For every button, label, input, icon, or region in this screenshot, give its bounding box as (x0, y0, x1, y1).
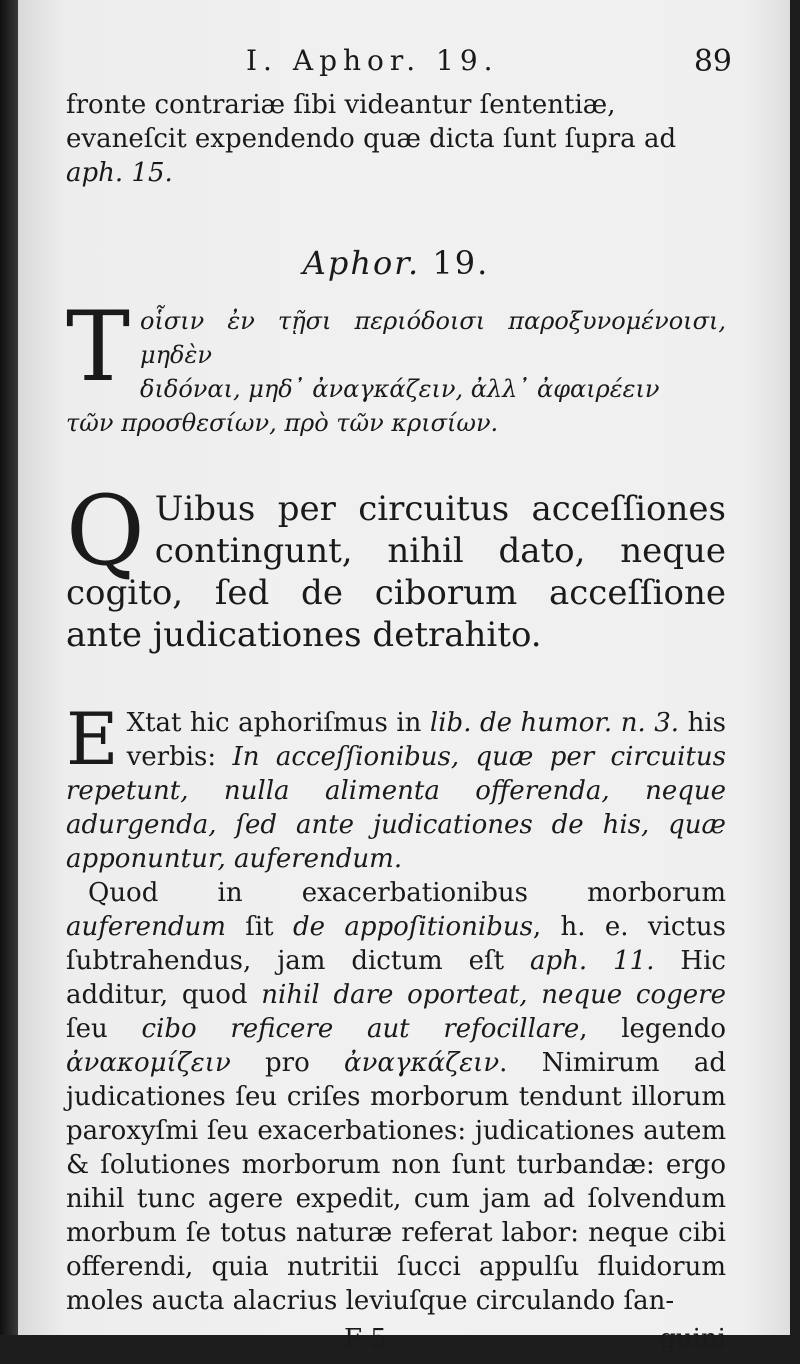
text-segment-italic: nihil dare oporteat, neque cogere (261, 980, 726, 1010)
text-segment: . Nimirum ad judicationes ſeu criſes morborum tendunt illorum paroxyſmi ſeu exacerbationes: judicationes autem & ſolutiones morborum non ſunt turbandæ: ergo nihil tunc agere expedit, cum jam ad ſolvendum morbum ſe totus naturæ referat labor: neque cibi offerendi, quia nutritii ſucci appulſu fluidorum moles aucta alacrius leviuſque circulando ſan- (66, 1048, 726, 1316)
greek-word: ἀνακομίζειν (66, 1048, 231, 1078)
running-head-title: I. Aphor. 19. (246, 44, 499, 77)
greek-initial: T (66, 291, 131, 403)
latin-aphorism-text: Uibus per circuitus acceſſiones contingunt, nihil dato, neque cogito, ſed de ciborum acceſſione ante judicationes detrahito. (66, 489, 726, 655)
latin-initial: Q (66, 475, 145, 587)
commentary-initial: E (66, 697, 119, 781)
commentary (66, 697, 726, 1318)
catchword: guini (659, 1324, 726, 1354)
heading-label: Aphor. (302, 244, 421, 282)
book-page (18, 0, 790, 1354)
signature-mark: F 5 (344, 1324, 387, 1354)
book-spine-shadow (0, 0, 18, 1335)
greek-line-1: οἷσιν ἐν τῇσι περιόδοισι παροξυνομένοισι, μηδὲν (140, 307, 726, 369)
text-segment: , h. e. victus ſubtrahendus, jam dictum eſt (66, 912, 726, 976)
text-segment: ſeu (66, 1014, 142, 1044)
running-head (66, 40, 732, 88)
intro-line-3: aph. 15. (66, 158, 173, 188)
text-segment-italic: de appoſitionibus (292, 912, 533, 942)
latin-aphorism (66, 475, 726, 656)
commentary-text-b: his verbis: (126, 708, 726, 772)
text-segment-italic: auferendum (66, 912, 226, 942)
commentary-reference: lib. de humor. n. 3. (429, 708, 680, 738)
text-segment: pro (230, 1048, 345, 1078)
intro-line-1: fronte contrariæ ſibi videantur ſententiæ, (66, 90, 616, 120)
commentary-paragraph-1 (66, 697, 726, 876)
intro-line-2: evaneſcit expendendo quæ dicta ſunt ſupra ad (66, 124, 677, 154)
text-segment-italic: aph. 11. (530, 946, 655, 976)
commentary-paragraph-2 (66, 876, 726, 1318)
text-segment: Hic additur, quod (66, 946, 726, 1010)
aphorism-heading (66, 244, 726, 282)
greek-word: ἀναγκάζειν (344, 1048, 500, 1078)
greek-aphorism (66, 291, 726, 440)
page-content (66, 40, 732, 1364)
text-segment: , legendo (579, 1014, 726, 1044)
text-segment: ſit (225, 912, 293, 942)
heading-number: 19. (432, 244, 490, 282)
page-footer (66, 1324, 726, 1364)
greek-line-2: διδόναι, μηδ᾽ ἀναγκάζειν, ἀλλ᾽ ἀφαιρέειν (140, 375, 660, 403)
text-segment-italic: cibo reficere aut refocillare (141, 1014, 580, 1044)
text-segment: Quod in exacerbationibus morborum (88, 878, 726, 908)
page-number: 89 (693, 44, 732, 79)
intro-text (66, 88, 726, 190)
greek-line-3: τῶν προσθεσίων, πρὸ τῶν κρισίων. (66, 409, 499, 437)
commentary-quote: In acceſſionibus, quæ per circuitus repetunt, nulla alimenta offerenda, neque adurgenda, ſed ante judicationes de his, quæ apponuntur, auferendum. (66, 742, 726, 874)
commentary-text-a: Xtat hic aphoriſmus in (126, 708, 430, 738)
